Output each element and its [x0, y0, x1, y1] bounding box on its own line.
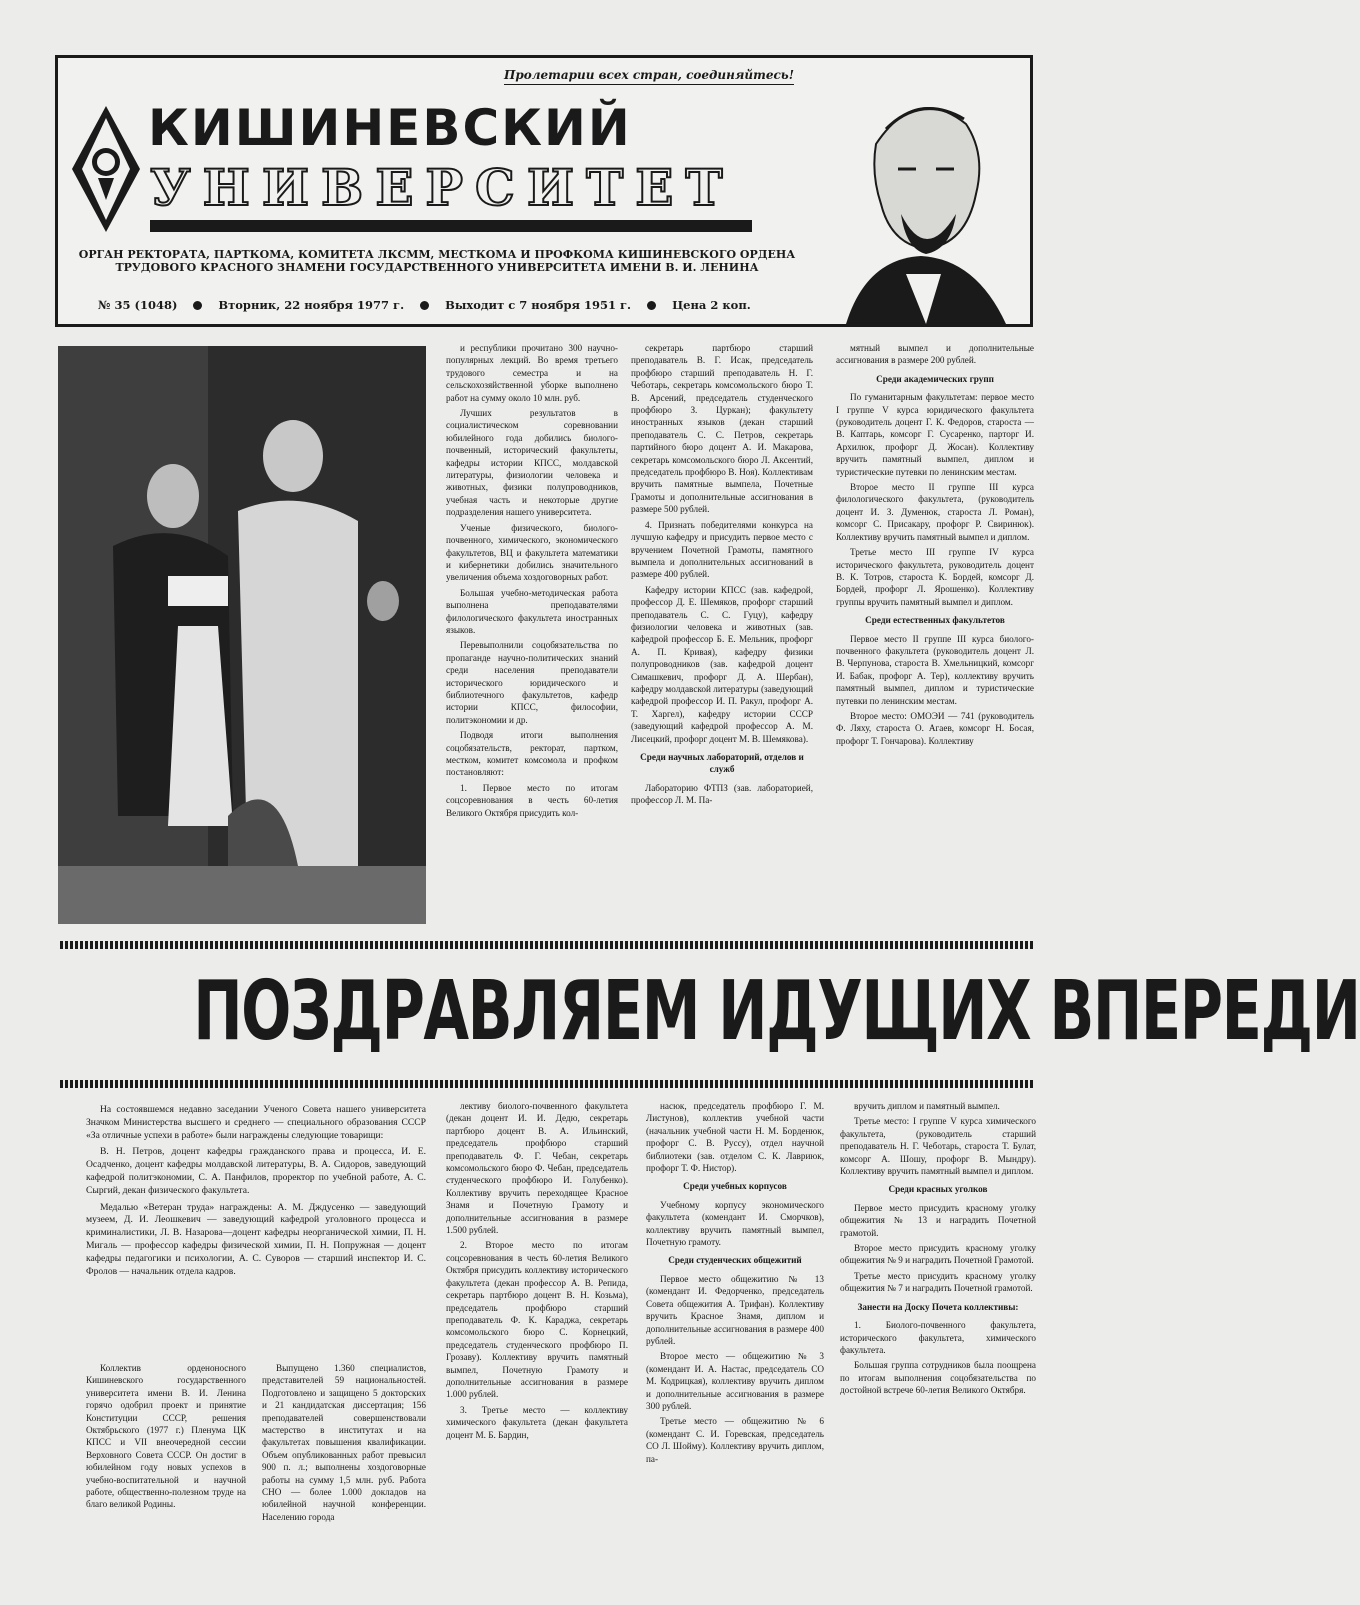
paragraph: 3. Третье место — коллективу химического факультета (декан факультета доцент М. Б. Бардин, — [446, 1404, 628, 1440]
column-2 — [631, 342, 813, 930]
paragraph: Выпущено 1.360 специалистов, представителей 59 национальностей. Подготовлено и защищено 5 докторских и 21 кандидатская диссертация; 156 преподавателей совершенствовали мастерство в институтах и на факультетах повышения квалификации. Объем опубликованных работ превысил 900 п. л.; выполнены хоздоговорные работы на сумму 1,5 млн. руб. Работа СНО — более 1.000 докладов на юбилейной научной конференции. Населению города — [262, 1363, 426, 1522]
paragraph: вручить диплом и памятный вымпел. — [854, 1101, 1000, 1111]
paragraph: секретарь партбюро старший преподаватель В. Г. Исак, председатель профбюро старший преподаватель Н. Г. Чеботарь, секретарь комсомольского бюро Т. В. Арсений, председатель студенческого профбюро З. Цуркан); факультету иностранных языков (декан старший преподаватель С. С. Петров, секретарь партийного бюро доцент А. И. Макарова, секретарь комсомольского бюро Л. Аксентий, председатель профбюро В. Ноя). Коллективам вручить памятные вымпела, Почетные Грамоты и дополнительные ассигнования в размере 500 рублей. — [631, 343, 813, 515]
university-emblem-icon — [70, 104, 142, 234]
issue-number: № 35 (1048) — [98, 298, 178, 312]
title-line-2: УНИВЕРСИТЕТ — [150, 158, 735, 217]
paragraph: Второе место II группе III курса филологического факультета, (руководитель доцент И. З. Думенюк, староста Л. Роман), комсорг С. Присакару, профорг Р. Свиринюк). Коллективу вручить памятный вымпел и диплом. — [836, 482, 1034, 542]
section-heading: Среди академических групп — [876, 373, 994, 384]
section-heading: Среди студенческих общежитий — [668, 1255, 802, 1266]
title-line-1: КИШИНЕВСКИЙ — [148, 99, 632, 157]
section-heading: Среди учебных корпусов — [683, 1181, 787, 1192]
paragraph: Ученые физического, биолого-почвенного, химического, экономического факультетов, ВЦ и факультета математики и кибернетики добились значительного увеличения объема хоздоговорных работ. — [446, 522, 618, 583]
issue-price: Цена 2 коп. — [672, 298, 751, 312]
column-3 — [836, 342, 1034, 930]
paragraph: Большая группа сотрудников была поощрена по итогам выполнения соцобязательства по достойной встрече 60-летия Великого Октября. — [840, 1360, 1036, 1396]
award-ceremony-photo — [58, 346, 426, 924]
column-bottom-2 — [262, 1362, 426, 1602]
column-bottom-1 — [86, 1362, 246, 1602]
paragraph: Подводя итоги выполнения соцобязательств, ректорат, партком, местком, комитет комсомола и профком постановляют: — [446, 730, 618, 778]
paragraph: Лучших результатов в социалистическом соревновании юбилейного года добились биолого-почвенный, исторический факультеты, кафедры истории КПСС, молдавской литературы, физиологии человека и животных, физики полупроводников, учебная часть и некоторые другие подразделения нашего университета. — [446, 408, 618, 518]
paragraph: Медалью «Ветеран труда» награждены: А. М. Дждусенко — заведующий музеем, Д. И. Леошкевич — заведующий кафедрой уголовного процесса и криминалистики, Л. В. Назарова—доцент кафедры неорганической химии, П. Н. Мигаль — профессор кафедры физической химии, П. Н. Попружная — доцент кафедры педагогики и психологии, А. С. Суворов — старший инспектор И. С. Фролов — начальник отдела кадров. — [86, 1201, 426, 1277]
paragraph: Первое место общежитию № 13 (комендант И. Федорченко, председатель Совета общежития А. Трифан). Коллективу вручить Красное Знамя, диплом и дополнительные ассигнования в размере 400 рублей. — [646, 1273, 824, 1346]
paragraph: По гуманитарным факультетам: первое место I группе V курса юридического факультета (руководитель доцент Г. К. Федоров, староста — В. Каптарь, комсорг Г. Сусаренко, парторг И. Архилюк, профорг Д. Жосан). Коллективу вручить памятный вымпел, диплом и туристические путевки по ленинским местам. — [836, 392, 1034, 477]
subtitle: ОРГАН РЕКТОРАТА, ПАРТКОМА, КОМИТЕТА ЛКСММ, МЕСТКОМА И ПРОФКОМА КИШИНЕВСКОГО ОРДЕНА ТРУДОВОГО КРАСНОГО ЗНАМЕНИ ГОСУДАРСТВЕННОГО УНИВЕРСИТЕТА ИМЕНИ В. И. ЛЕНИНА — [78, 248, 796, 274]
bullet-icon — [647, 301, 656, 310]
column-1 — [446, 342, 618, 930]
paragraph: 1. Биолого-почвенного факультета, исторического факультета, химического факультета. — [840, 1320, 1036, 1355]
paragraph: Третье место III группе IV курса исторического факультета, руководитель доцент В. К. Тотров, староста К. Бордей, комсорг Д. Бордей, профорг Л. Ярошенко). Коллективу группы вручить памятный вымпел и диплом. — [836, 547, 1034, 607]
bullet-icon — [193, 301, 202, 310]
paragraph: Третье место присудить красному уголку общежития № 7 и наградить Почетной грамотой. — [840, 1270, 1036, 1294]
awards-notice — [86, 1104, 426, 1320]
issue-line — [98, 298, 798, 312]
title-bar — [150, 220, 752, 232]
paragraph: Первое место присудить красному уголку общежития № 13 и наградить Почетной грамотой. — [840, 1202, 1036, 1238]
dotted-rule — [60, 941, 1034, 949]
paragraph: В. Н. Петров, доцент кафедры гражданского права и процесса, И. Е. Осадченко, доцент кафедры молдавской литературы, В. А. Сидоров, заведующий кафедрой политэкономии, С. А. Панфилов, проректор по учебной работе, А. С. Сыргий, декан физического факультета. — [86, 1146, 426, 1196]
bullet-icon — [420, 301, 429, 310]
paragraph: Перевыполнили соцобязательства по пропаганде научно-политических знаний среди населения преподаватели исторического юридического и библиотечного факультетов, кафедр истории КПСС, философии, политэкономии и др. — [446, 640, 618, 725]
paragraph: 4. Признать победителями конкурса на лучшую кафедру и присудить первое место с вручением Почетной Грамоты, памятного вымпела и дополнительных ассигнований в размере 400 рублей. — [631, 519, 813, 580]
paragraph: Большая учебно-методическая работа выполнена преподавателями филологического факультета иностранных языков. — [446, 587, 618, 635]
column-bottom-3 — [446, 1100, 628, 1602]
paragraph: Второе место: ОМОЭИ — 741 (руководитель Ф. Ляху, староста О. Агаев, комсорг Н. Босая, профорг Т. Гончарова). Коллективу — [836, 710, 1034, 746]
paragraph: Второе место — общежитию № 3 (комендант И. А. Настас, председатель СО М. Кодрицкая), коллективу вручить диплом и дополнительные ассигнования в размере 300 рублей. — [646, 1351, 824, 1411]
paragraph: 2. Второе место по итогам соцсоревнования в честь 60-летия Великого Октября присудить коллективу исторического факультета (декан профессор А. В. Репида, секретарь партбюро доцент В. Н. Козьма), председатель профбюро старший преподаватель Ф. К. Караджа, секретарь комсомольского бюро С. Корнецкий, председатель студенческого профбюро П. Грозаву). Коллективу вручить памятный вымпел, Почетную Грамоту и дополнительные ассигнования в размере 1.000 рублей. — [446, 1240, 628, 1400]
paragraph: Третье место: I группе V курса химического факультета, (руководитель старший преподаватель Н. Г. Чеботарь, староста Т. Булат, комсорг А. Шошу, профорг В. Мындру). Коллективу вручить памятный вымпел и диплом. — [840, 1116, 1036, 1177]
paragraph: Третье место — общежитию № 6 (комендант С. И. Горевская, председатель СО Л. Шойму). Коллективу вручить диплом, па- — [646, 1416, 824, 1464]
paragraph: Кафедру истории КПСС (зав. кафедрой, профессор Д. Е. Шемяков, профорг старший преподаватель С. С. Гуцу), кафедру физиологии человека и животных (зав. кафедрой профессор Б. Е. Мельник, профорг А. П. Кривая), кафедру физики полупроводников (зав. кафедрой доцент Симашкевич, профорг Д. А. Шербан), кафедру молдавской литературы (заведующий кафедрой профессор И. П. Ракул, профорг А. Т. Харгел), кафедру истории СССР (заведующий кафедрой профессор А. М. Лисецкий, профорг доцент М. В. Шемякова). — [631, 584, 813, 744]
paragraph: и республики прочитано 300 научно-популярных лекций. Во время третьего трудового семестра и на сельскохозяйственной уборке выполнено работ на сумму около 10 млн. руб. — [446, 343, 618, 403]
paragraph: 1. Первое место по итогам соцсоревнования в честь 60-летия Великого Октября присудить кол- — [446, 782, 618, 818]
issue-since: Выходит с 7 ноября 1951 г. — [445, 298, 632, 312]
paragraph: Коллектив орденоносного Кишиневского государственного университета имени В. И. Ленина горячо одобрил проект и принятие Конституции СССР, решения Октябрьского (1977 г.) Пленума ЦК КПСС и VII внеочередной сессии Верховного Совета СССР. Он достиг в юбилейном году новых успехов в учебно-воспитательной и научной работе, общественно-полезном труде на благо великой Родины. — [86, 1363, 246, 1510]
masthead — [55, 55, 1033, 327]
dotted-rule — [60, 1080, 1034, 1088]
paragraph: лективу биолого-почвенного факультета (декан доцент И. И. Дедю, секретарь партбюро доцент В. А. Ильинский, председатель профбюро старший преподаватель Ф. Г. Чебан, секретарь комсомольского бюро Ф. Чебан, председатель студенческого профбюро И. Голубенко). Коллективу вручить переходящее Красное Знамя и Почетную Грамоту и дополнительные ассигнования в размере 1.500 рублей. — [446, 1101, 628, 1236]
paragraph: Второе место присудить красному уголку общежития № 9 и наградить Почетной Грамотой. — [840, 1243, 1036, 1266]
section-heading: Занести на Доску Почета коллективы: — [857, 1301, 1019, 1312]
column-bottom-5 — [840, 1100, 1036, 1602]
paragraph: Первое место II группе III курса биолого-почвенного факультета (руководитель доцент Л. В. Черпунова, староста В. Хмельницкий, комсорг И. Бабак, профорг А. Тер), коллективу вручить памятный вымпел, диплом и туристические путевки по ленинским местам. — [836, 633, 1034, 706]
issue-date: Вторник, 22 ноября 1977 г. — [218, 298, 405, 312]
section-heading: Среди красных уголков — [888, 1184, 988, 1195]
paragraph: Учебному корпусу экономического факультета (комендант И. Сморчков), коллективу вручить памятный вымпел, Почетную грамоту. — [646, 1199, 824, 1248]
paragraph: На состоявшемся недавно заседании Ученого Совета нашего университета Значком Министерства высшего и среднего — специального образования СССР «За отличные успехи в работе» были награждены следующие товарищи: — [86, 1104, 426, 1141]
motto: Пролетарии всех стран, соединяйтесь! — [504, 68, 794, 85]
column-bottom-4 — [646, 1100, 824, 1602]
paragraph: насюк, председатель профбюро Г. М. Листунов), коллектив учебной части (начальник учебной части Н. М. Борденюк, профорг С. В. Руссу), отдел научной библиотеки (зав. отделом С. К. Лавриюк, профорг Т. Ф. Нистор). — [646, 1101, 824, 1174]
paragraph: мятный вымпел и дополнительные ассигнования в размере 200 рублей. — [836, 343, 1034, 366]
lenin-portrait-icon — [806, 74, 1028, 324]
paragraph: Лабораторию ФТПЗ (зав. лабораторией, профессор Л. М. Па- — [631, 782, 813, 806]
section-heading: Среди научных лабораторий, отделов и служб — [640, 752, 804, 775]
section-heading: Среди естественных факультетов — [865, 615, 1005, 626]
headline: ПОЗДРАВЛЯЕМ ИДУЩИХ ВПЕРЕДИ — [193, 964, 1360, 1059]
